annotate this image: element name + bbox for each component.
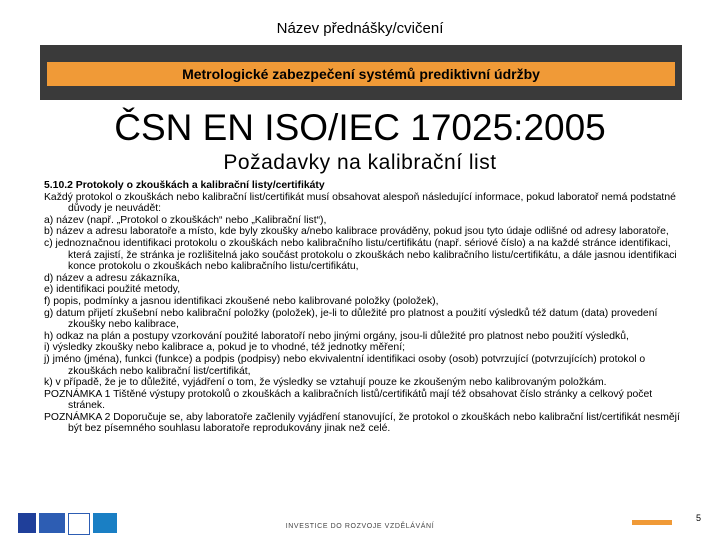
footer-text: INVESTICE DO ROZVOJE VZDĚLÁVÁNÍ (285, 523, 435, 530)
course-title: Název přednášky/cvičení (276, 20, 444, 37)
page-number: 5 (696, 513, 702, 523)
list-item: e) identifikaci použité metody, (44, 284, 181, 296)
list-item: i) výsledky zkoušky nebo kalibrace a, pokud je to vhodné, též jednotky měření; (44, 342, 405, 354)
project-logo (636, 513, 672, 531)
body-text (44, 180, 680, 435)
slide-subtitle: Požadavky na kalibrační list (223, 151, 497, 174)
list-item: a) název (např. „Protokol o zkouškách“ nebo „Kalibrační list“), (44, 214, 327, 226)
list-item: f) popis, podmínky a jasnou identifikaci zkoušené nebo kalibrované položky (položek), (44, 295, 439, 307)
section-heading: 5.10.2 Protokoly o zkouškách a kalibrační listy/certifikáty (44, 180, 325, 191)
title-banner (40, 45, 682, 100)
list-item: h) odkaz na plán a postupy vzorkování použité laboratoří nebo jinými orgány, jsou-li důležité pro platnost nebo použití výsledků, (44, 330, 629, 342)
note: POZNÁMKA 1 Tištěné výstupy protokolů o zkouškách a kalibračních listů/certifikátů mají též obsahovat číslo stránky a celkový počet stránek. (44, 388, 653, 412)
banner-accent (47, 62, 675, 86)
list-item: c) jednoznačnou identifikaci protokolu o zkouškách nebo kalibračního listu/certifikátu (např. sériové číslo) a na každé stránce identifikaci, která zajistí, že stránka je rozlišitelná jako součást protokolu o zkouškách nebo kalibračního listu/certifikátu, a dále jasnou identifikaci konce protokolu o zkouškách nebo kalibračního listu/certifikátu, (44, 237, 677, 273)
note: POZNÁMKA 2 Doporučuje se, aby laboratoře začlenily vyjádření stanovující, že protokol o zkouškách nebo kalibrační list/certifikát nesmějí být bez písemného souhlasu laboratoře reprodukovány jinak než celé. (44, 411, 680, 435)
list-item: g) datum přijetí zkušební nebo kalibrační položky (položek), je-li to důležité pro platnost a použití výsledků též datum (data) provedení zkoušky nebo kalibrace, (44, 307, 658, 331)
list-item: d) název a adresu zákazníka, (44, 272, 180, 284)
project-logo-bar (632, 520, 672, 525)
banner-title: Metrologické zabezpečení systémů prediktivní údržby (182, 66, 540, 82)
list-item: j) jméno (jména), funkci (funkce) a podpis (podpisy) nebo ekvivalentní identifikaci osoby (osob) potvrzující (potvrzujících) protokol o zkouškách nebo kalibrační list/certifikát, (44, 353, 646, 377)
list-item: k) v případě, že je to důležité, vyjádření o tom, že výsledky se vztahují pouze ke zkoušeným nebo kalibrovaným položkám. (44, 377, 607, 389)
list-item: b) název a adresu laboratoře a místo, kde byly zkoušky a/nebo kalibrace prováděny, pokud jsou tyto údaje odlišné od adresy laboratoře, (44, 226, 669, 238)
paragraph: Každý protokol o zkouškách nebo kalibrační list/certifikát musí obsahovat alespoň následující informace, pokud laboratoř nemá podstatné důvody je neuvádět: (44, 191, 676, 215)
slide-title: ČSN EN ISO/IEC 17025:2005 (114, 107, 606, 148)
